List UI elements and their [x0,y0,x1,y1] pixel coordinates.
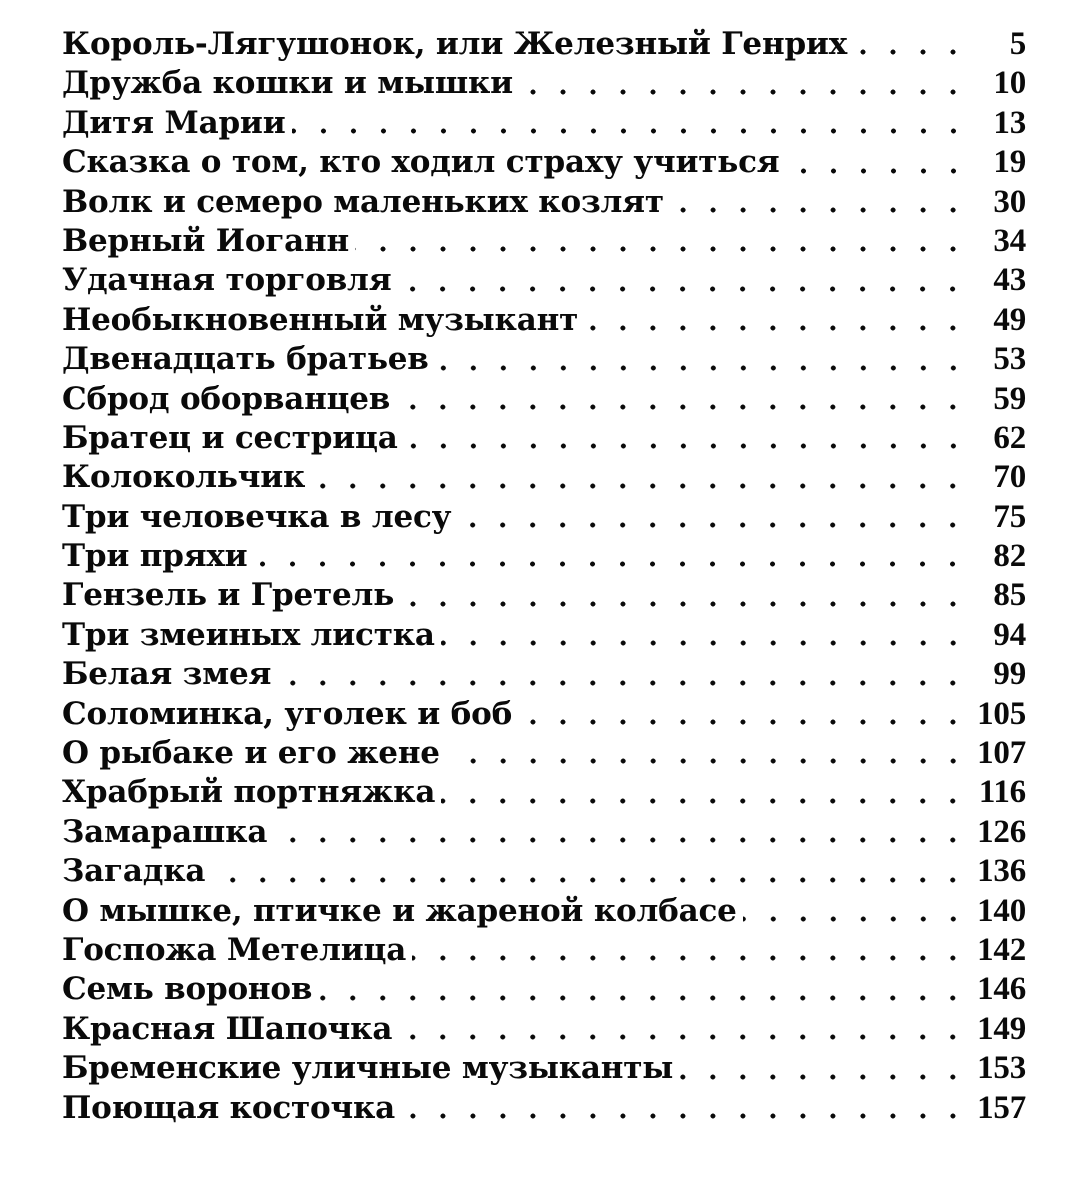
toc-entry-page: 82 [993,538,1026,575]
toc-entry-page: 107 [977,735,1026,772]
toc-entry-title: Дружба кошки и мышки [62,65,513,102]
toc-entry-title: Поющая косточка [62,1089,396,1126]
toc-entry-page: 43 [993,262,1026,299]
dot-leader [743,908,968,928]
dot-leader [401,1105,968,1125]
dot-leader [311,475,968,495]
toc-entry[interactable] [62,971,1026,1010]
toc-entry-page: 157 [977,1089,1026,1126]
dot-leader [404,435,968,455]
dot-leader [400,593,968,613]
toc-entry[interactable] [62,814,1026,853]
toc-entry-page: 5 [1009,26,1026,62]
dot-leader [786,160,968,180]
toc-entry-page: 116 [978,774,1026,811]
toc-entry-page: 49 [993,301,1026,338]
toc-entry[interactable] [62,932,1026,971]
toc-entry-page: 53 [993,341,1026,378]
toc-entry-page: 146 [977,971,1026,1008]
toc-entry-page: 153 [977,1050,1026,1087]
toc-entry[interactable] [62,262,1026,301]
toc-entry[interactable] [62,105,1026,144]
toc-entry[interactable] [62,1050,1026,1089]
toc-entry-page: 149 [977,1010,1026,1047]
toc-entry-title: Три человечка в лесу [62,498,452,535]
toc-entry[interactable] [62,1011,1026,1050]
toc-entry-page: 34 [993,222,1026,259]
dot-leader [441,790,968,810]
toc-entry-title: Сказка о том, кто ходил страху учиться [62,144,780,181]
toc-entry[interactable] [62,1090,1026,1129]
toc-entry-title: Двенадцать братьев [62,341,429,378]
toc-entry[interactable] [62,577,1026,616]
toc-entry-title: Госпожа Метелица [62,931,407,968]
dot-leader [412,947,968,967]
dot-leader [396,396,968,416]
toc-entry-title: Волк и семеро маленьких козлят [62,183,664,220]
toc-entry-title: Удачная торговля [62,262,392,299]
toc-entry-title: Загадка [62,853,206,890]
toc-entry-title: Три пряхи [62,538,248,575]
dot-leader [253,553,968,573]
toc-entry-title: Белая змея [62,656,272,693]
toc-entry-title: О мышке, птичке и жареной колбасе [62,892,737,929]
toc-entry[interactable] [62,735,1026,774]
toc-entry-title: Семь воронов [62,971,313,1008]
dot-leader [518,711,968,731]
dot-leader [457,514,968,534]
dot-leader [355,238,968,258]
dot-leader [318,987,968,1007]
toc-entry[interactable] [62,893,1026,932]
toc-entry-page: 59 [993,380,1026,417]
dot-leader [584,317,968,337]
toc-entry[interactable] [62,853,1026,892]
toc-entry-page: 75 [993,498,1026,535]
toc-entry-page: 94 [993,616,1026,653]
toc-entry-title: Красная Шапочка [62,1010,393,1047]
toc-entry-page: 10 [993,65,1026,102]
toc-entry-page: 99 [993,656,1026,693]
dot-leader [853,41,968,61]
toc-entry-page: 142 [977,931,1026,968]
dot-leader [519,81,968,101]
toc-entry-title: Верный Иоганн [62,222,349,259]
toc-entry[interactable] [62,696,1026,735]
dot-leader [398,1026,968,1046]
toc-entry[interactable] [62,774,1026,813]
toc-entry[interactable] [62,26,1026,65]
dot-leader [441,632,968,652]
toc-entry-title: Три змеиных листка [62,616,435,653]
toc-entry[interactable] [62,381,1026,420]
dot-leader [273,829,968,849]
toc-entry-title: Храбрый портняжка [62,774,436,811]
toc-entry-page: 30 [993,183,1026,220]
toc-entry[interactable] [62,223,1026,262]
table-of-contents [62,26,1026,1129]
toc-entry-title: Гензель и Гретель [62,577,395,614]
toc-entry[interactable] [62,459,1026,498]
toc-entry-page: 136 [977,853,1026,890]
toc-entry-title: Соломинка, уголек и боб [62,695,513,732]
dot-leader [397,278,968,298]
toc-entry-title: Дитя Марии [62,104,286,141]
dot-leader [435,357,968,377]
toc-entry-page: 85 [993,577,1026,614]
toc-entry-page: 140 [977,892,1026,929]
toc-entry-title: Король-Лягушонок, или Железный Генрих [62,26,847,62]
toc-entry-page: 13 [993,104,1026,141]
toc-entry-page: 70 [993,459,1026,496]
toc-entry[interactable] [62,65,1026,104]
toc-entry-page: 62 [993,419,1026,456]
toc-entry[interactable] [62,420,1026,459]
toc-entry-title: Замарашка [62,813,268,850]
dot-leader [277,672,968,692]
toc-entry[interactable] [62,302,1026,341]
toc-entry[interactable] [62,144,1026,183]
dot-leader [670,199,968,219]
toc-entry-title: Бременские уличные музыканты [62,1050,674,1087]
toc-entry-title: Братец и сестрица [62,419,398,456]
toc-entry-title: О рыбаке и его жене [62,735,440,772]
toc-entry[interactable] [62,184,1026,223]
dot-leader [679,1066,968,1086]
toc-entry-page: 105 [977,695,1026,732]
dot-leader [446,750,968,770]
toc-entry[interactable] [62,499,1026,538]
toc-entry[interactable] [62,341,1026,380]
toc-entry[interactable] [62,656,1026,695]
toc-entry[interactable] [62,617,1026,656]
toc-entry-title: Сброд оборванцев [62,380,391,417]
toc-entry[interactable] [62,538,1026,577]
toc-entry-page: 126 [977,813,1026,850]
toc-entry-title: Необыкновенный музыкант [62,301,579,338]
toc-entry-title: Колокольчик [62,459,306,496]
dot-leader [211,869,968,889]
dot-leader [292,120,968,140]
toc-entry-page: 19 [993,144,1026,181]
